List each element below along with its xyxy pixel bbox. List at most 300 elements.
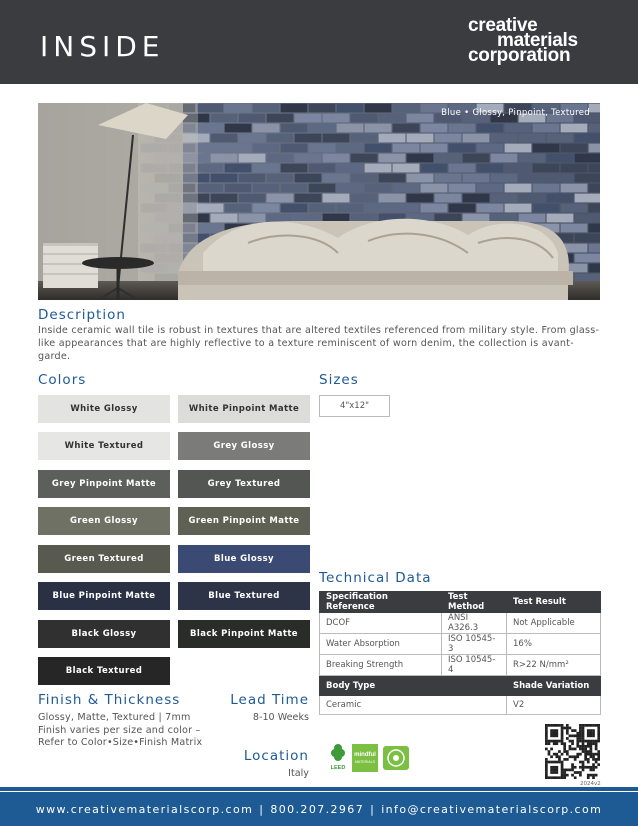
qr-module: [579, 734, 582, 737]
qr-module: [595, 742, 598, 745]
qr-module: [545, 727, 548, 730]
wall-tile: [365, 204, 392, 213]
qr-module: [558, 755, 561, 758]
wall-tile: [379, 134, 406, 143]
qr-module: [597, 734, 600, 737]
qr-module: [592, 755, 595, 758]
wall-tile: [477, 184, 504, 193]
qr-module: [574, 734, 577, 737]
wall-tile: [267, 134, 294, 143]
qr-module: [561, 734, 564, 737]
qr-module: [571, 774, 574, 777]
qr-module: [595, 724, 598, 727]
wall-tile: [267, 194, 294, 203]
qr-module: [545, 742, 548, 745]
qr-module: [576, 737, 579, 740]
qr-module: [571, 748, 574, 751]
qr-module: [571, 740, 574, 743]
qr-module: [597, 724, 600, 727]
qr-module: [563, 776, 566, 779]
wall-tile: [239, 174, 266, 183]
qr-module: [558, 758, 561, 761]
qr-module: [545, 761, 548, 764]
column-header: Specification Reference: [320, 592, 442, 613]
wall-tile: [421, 144, 448, 153]
qr-module: [550, 761, 553, 764]
brand-line-3: corporation: [468, 45, 571, 66]
wall-tile: [211, 214, 238, 223]
wall-tile: [575, 214, 600, 223]
qr-module: [558, 750, 561, 753]
qr-module: [579, 740, 582, 743]
lead-time-value: 8-10 Weeks: [252, 712, 309, 723]
qr-module: [579, 771, 582, 774]
qr-module: [576, 734, 579, 737]
color-swatch: Black Pinpoint Matte: [178, 620, 310, 648]
sizes-heading: Sizes: [319, 372, 359, 388]
wall-tile: [253, 144, 280, 153]
wall-tile: [477, 204, 504, 213]
qr-module: [592, 724, 595, 727]
wall-tile: [505, 144, 532, 153]
column-header: Shade Variation: [507, 677, 601, 696]
qr-module: [582, 727, 585, 730]
qr-module: [595, 766, 598, 769]
wall-tile: [491, 194, 518, 203]
wall-tile: [211, 114, 238, 123]
qr-module: [548, 761, 551, 764]
wall-tile: [197, 164, 224, 173]
qr-module: [582, 763, 585, 766]
qr-module: [584, 753, 587, 756]
wall-tile: [589, 144, 600, 153]
qr-module: [579, 732, 582, 735]
wall-tile: [323, 154, 350, 163]
hero-image: [38, 103, 600, 300]
wall-tile: [211, 154, 238, 163]
qr-module: [587, 732, 590, 735]
qr-module: [576, 753, 579, 756]
wall-tile: [561, 124, 588, 133]
qr-module: [563, 771, 566, 774]
qr-module: [550, 771, 553, 774]
wall-tile: [547, 154, 574, 163]
wall-tile: [463, 154, 490, 163]
footer-separator: |: [370, 802, 376, 816]
wall-tile: [421, 184, 448, 193]
phone-link[interactable]: 800.207.2967: [270, 802, 365, 816]
qr-module: [587, 740, 590, 743]
qr-module: [592, 734, 595, 737]
qr-module: [555, 729, 558, 732]
qr-module: [595, 761, 598, 764]
color-swatch: Blue Textured: [178, 582, 310, 610]
qr-module: [576, 732, 579, 735]
mindful-label: mindful: [354, 752, 376, 758]
table-header-row: [320, 677, 601, 696]
qr-module: [561, 766, 564, 769]
qr-module: [563, 727, 566, 730]
qr-module: [545, 729, 548, 732]
qr-module: [561, 732, 564, 735]
wall-tile: [281, 184, 308, 193]
qr-module: [555, 724, 558, 727]
qr-module: [545, 776, 548, 779]
qr-module: [579, 748, 582, 751]
wall-tile: [337, 184, 364, 193]
table-cell: Not Applicable: [507, 613, 601, 634]
qr-module: [555, 766, 558, 769]
qr-module: [555, 742, 558, 745]
wall-tile: [253, 104, 280, 113]
qr-module: [545, 758, 548, 761]
qr-module: [569, 755, 572, 758]
wall-tile: [547, 214, 574, 223]
qr-module: [597, 750, 600, 753]
qr-module: [579, 774, 582, 777]
qr-module: [561, 737, 564, 740]
wall-tile: [225, 124, 252, 133]
qr-module: [545, 763, 548, 766]
qr-module: [555, 755, 558, 758]
column-header: Body Type: [320, 677, 507, 696]
wall-tile: [407, 154, 434, 163]
wall-tile: [393, 184, 420, 193]
qr-module: [545, 740, 548, 743]
qr-module: [566, 732, 569, 735]
wall-tile: [225, 184, 252, 193]
wall-tile: [393, 104, 420, 113]
wall-tile: [379, 174, 406, 183]
qr-module: [592, 753, 595, 756]
qr-module: [563, 748, 566, 751]
qr-module: [555, 734, 558, 737]
wall-tile: [295, 134, 322, 143]
wall-tile: [239, 154, 266, 163]
technical-data-table: [319, 591, 601, 676]
wall-tile: [533, 144, 560, 153]
wall-tile: [505, 124, 532, 133]
wall-tile: [351, 154, 378, 163]
wall-tile: [589, 104, 600, 113]
qr-module: [584, 758, 587, 761]
qr-module: [590, 740, 593, 743]
wall-tile: [589, 264, 600, 273]
qr-module: [553, 776, 556, 779]
color-swatch: White Textured: [38, 432, 170, 460]
wall-tile: [351, 194, 378, 203]
qr-module: [569, 745, 572, 748]
wall-tile: [225, 204, 252, 213]
wall-tile: [323, 174, 350, 183]
qr-module: [566, 758, 569, 761]
color-swatch: Grey Pinpoint Matte: [38, 470, 170, 498]
description-text: Inside ceramic wall tile is robust in textures that are altered textiles referenced from military style. From glass-like appearances that are highly reflective to a texture reminiscent of worn denim, the collection is avant-garde.: [38, 325, 600, 362]
qr-module: [550, 769, 553, 772]
footer-rule: [0, 787, 638, 791]
qr-module: [545, 766, 548, 769]
wall-tile: [379, 194, 406, 203]
table-cell: 16%: [507, 634, 601, 655]
qr-module: [561, 724, 564, 727]
table-row: [320, 696, 601, 715]
location-value: Italy: [288, 768, 309, 779]
qr-module: [582, 748, 585, 751]
qr-module: [553, 734, 556, 737]
wall-tile: [519, 194, 546, 203]
qr-module: [569, 734, 572, 737]
wall-tile: [379, 114, 406, 123]
wall-tile: [519, 214, 546, 223]
table-cell: ISO 10545-3: [442, 634, 507, 655]
wall-tile: [225, 164, 252, 173]
qr-module: [597, 753, 600, 756]
qr-module: [553, 742, 556, 745]
qr-module: [576, 740, 579, 743]
qr-module: [558, 761, 561, 764]
table-cell: Water Absorption: [320, 634, 442, 655]
qr-module: [590, 750, 593, 753]
finish-line: Finish varies per size and color –: [38, 724, 201, 736]
qr-module: [571, 742, 574, 745]
qr-module: [550, 766, 553, 769]
color-swatch: Black Textured: [38, 657, 170, 685]
wall-tile: [575, 134, 600, 143]
qr-module: [548, 750, 551, 753]
wall-tile: [477, 124, 504, 133]
wall-tile: [547, 134, 574, 143]
qr-module: [545, 732, 548, 735]
qr-module: [587, 776, 590, 779]
wall-tile: [309, 104, 336, 113]
qr-module: [587, 753, 590, 756]
wall-tile: [575, 254, 600, 263]
qr-module: [592, 732, 595, 735]
wall-tile: [379, 154, 406, 163]
page-header: [0, 0, 638, 84]
wall-tile: [491, 154, 518, 163]
qr-module: [584, 740, 587, 743]
table-row: [320, 634, 601, 655]
qr-module: [590, 753, 593, 756]
wall-tile: [547, 174, 574, 183]
wall-tile: [309, 204, 336, 213]
qr-module: [574, 748, 577, 751]
qr-module: [571, 766, 574, 769]
qr-module: [548, 742, 551, 745]
table-cell: ISO 10545-4: [442, 655, 507, 676]
qr-module: [571, 763, 574, 766]
wall-tile: [393, 124, 420, 133]
wall-tile: [211, 194, 238, 203]
wall-tile: [365, 164, 392, 173]
color-swatch: Grey Textured: [178, 470, 310, 498]
column-header: Test Method: [442, 592, 507, 613]
qr-module: [582, 750, 585, 753]
mindful-materials-badge-icon: [352, 744, 378, 772]
qr-module: [582, 732, 585, 735]
qr-module: [574, 729, 577, 732]
qr-module: [582, 737, 585, 740]
wall-tile: [225, 144, 252, 153]
qr-module: [545, 734, 548, 737]
qr-module: [584, 748, 587, 751]
finish-text: [38, 712, 202, 750]
qr-module: [579, 761, 582, 764]
wall-tile: [393, 144, 420, 153]
qr-module: [553, 771, 556, 774]
wall-tile: [589, 204, 600, 213]
wall-tile: [435, 134, 462, 143]
wall-tile: [589, 164, 600, 173]
email-link[interactable]: info@creativematerialscorp.com: [381, 802, 603, 816]
qr-module: [587, 758, 590, 761]
finish-heading: Finish & Thickness: [38, 692, 181, 708]
qr-module: [582, 761, 585, 764]
wall-tile: [393, 204, 420, 213]
wall-tile: [295, 114, 322, 123]
qr-module: [566, 729, 569, 732]
wall-tile: [267, 214, 294, 223]
wall-tile: [561, 224, 588, 233]
qr-module: [561, 727, 564, 730]
wall-tile: [463, 134, 490, 143]
qr-module: [576, 745, 579, 748]
color-swatch: Green Pinpoint Matte: [178, 507, 310, 535]
location-heading: Location: [243, 748, 309, 764]
qr-module: [574, 758, 577, 761]
qr-module: [595, 745, 598, 748]
qr-module: [597, 737, 600, 740]
qr-module: [569, 740, 572, 743]
wall-tile: [239, 134, 266, 143]
wall-tile: [561, 164, 588, 173]
wall-tile: [435, 154, 462, 163]
qr-module: [579, 727, 582, 730]
wall-tile: [197, 124, 224, 133]
color-swatch: Black Glossy: [38, 620, 170, 648]
qr-module: [571, 734, 574, 737]
qr-module: [584, 755, 587, 758]
collection-title: INSIDE: [40, 30, 165, 63]
wall-tile: [337, 164, 364, 173]
qr-module: [555, 732, 558, 735]
qr-module: [571, 755, 574, 758]
wall-tile: [561, 144, 588, 153]
wall-tile: [449, 164, 476, 173]
qr-module: [566, 753, 569, 756]
wall-tile: [239, 194, 266, 203]
wall-tile: [449, 124, 476, 133]
lead-time-heading: Lead Time: [230, 692, 309, 708]
wall-tile: [519, 134, 546, 143]
qr-module: [548, 740, 551, 743]
qr-module: [597, 729, 600, 732]
colors-heading: Colors: [38, 372, 87, 388]
wall-tile: [365, 144, 392, 153]
wall-tile: [197, 104, 224, 113]
wall-tile: [407, 194, 434, 203]
wall-tile: [295, 194, 322, 203]
table-cell: Breaking Strength: [320, 655, 442, 676]
qr-module: [582, 769, 585, 772]
size-option: 4"x12": [319, 395, 390, 417]
qr-code-icon: [545, 724, 600, 779]
qr-module: [561, 769, 564, 772]
website-link[interactable]: www.creativematerialscorp.com: [35, 802, 254, 816]
qr-module: [555, 771, 558, 774]
wall-tile: [309, 164, 336, 173]
table-header-row: [320, 592, 601, 613]
wall-tile: [337, 104, 364, 113]
qr-module: [545, 771, 548, 774]
technical-data-heading: Technical Data: [319, 570, 432, 586]
wall-tile: [211, 134, 238, 143]
wall-tile: [253, 184, 280, 193]
qr-module: [584, 750, 587, 753]
wall-tile: [253, 124, 280, 133]
qr-module: [553, 729, 556, 732]
qr-module: [550, 776, 553, 779]
qr-module: [595, 740, 598, 743]
wall-tile: [365, 104, 392, 113]
qr-module: [558, 776, 561, 779]
qr-module: [574, 776, 577, 779]
qr-module: [592, 774, 595, 777]
wall-tile: [547, 194, 574, 203]
table-row: [320, 613, 601, 634]
qr-module: [553, 724, 556, 727]
wall-tile: [365, 124, 392, 133]
wall-tile: [533, 204, 560, 213]
qr-module: [555, 761, 558, 764]
wall-tile: [491, 134, 518, 143]
table-cell: Ceramic: [320, 696, 507, 715]
qr-module: [561, 771, 564, 774]
description-heading: Description: [38, 307, 126, 323]
qr-module: [561, 740, 564, 743]
qr-module: [561, 761, 564, 764]
wall-tile: [421, 164, 448, 173]
finish-line: Refer to Color•Size•Finish Matrix: [38, 737, 203, 748]
qr-module: [550, 755, 553, 758]
wall-tile: [197, 204, 224, 213]
wall-tile: [365, 184, 392, 193]
wall-tile: [561, 184, 588, 193]
qr-module: [545, 724, 548, 727]
wall-tile: [407, 114, 434, 123]
wall-tile: [589, 224, 600, 233]
qr-module: [545, 774, 548, 777]
wall-tile: [505, 164, 532, 173]
wall-tile: [239, 114, 266, 123]
body-type-table: [319, 676, 601, 715]
qr-module: [555, 769, 558, 772]
qr-module: [574, 771, 577, 774]
color-swatch: Blue Glossy: [178, 545, 310, 573]
qr-module: [597, 763, 600, 766]
wall-tile: [575, 174, 600, 183]
wall-tile: [519, 174, 546, 183]
wall-tile: [435, 194, 462, 203]
qr-module: [545, 737, 548, 740]
wall-tile: [281, 164, 308, 173]
qr-module: [561, 774, 564, 777]
qr-module: [548, 753, 551, 756]
qr-module: [587, 745, 590, 748]
wall-tile: [337, 144, 364, 153]
qr-module: [590, 748, 593, 751]
